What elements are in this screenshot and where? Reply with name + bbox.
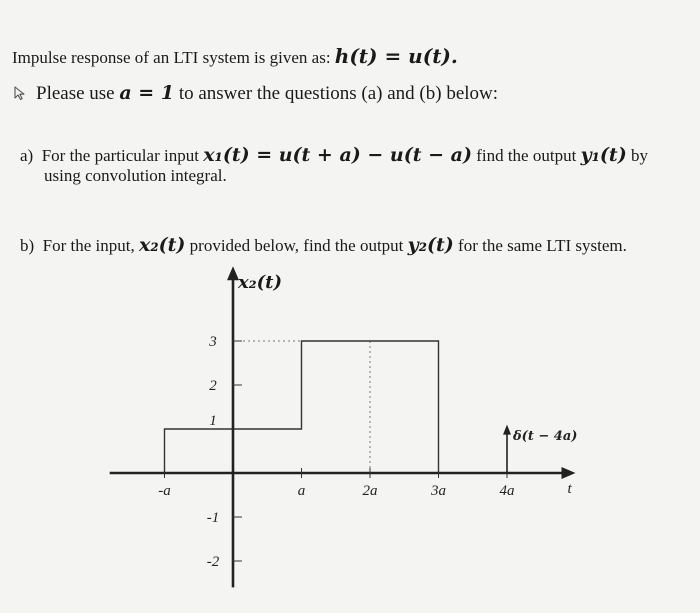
y-tick-label-0: 3 — [209, 334, 217, 350]
impulse-label: δ(t − 4a) — [513, 429, 578, 444]
x-axis-arrow — [562, 467, 576, 479]
question-b-text-1: For the input, — [42, 236, 140, 255]
x-axis-label: t — [567, 481, 572, 497]
impulse-arrow-icon — [503, 425, 511, 435]
question-a-line-2: using convolution integral. — [44, 166, 227, 185]
x-tick-label-0: -a — [158, 483, 171, 499]
y-tick-label-4: -2 — [206, 554, 220, 570]
title-text: Impulse response of an LTI system is given as: — [12, 48, 335, 67]
x-tick-label-4: 4a — [499, 483, 515, 499]
instruction-text-before: Please use — [36, 83, 120, 104]
x-tick-label-3: 3a — [431, 483, 446, 499]
signal-line-0-0 — [165, 341, 439, 473]
y-axis-arrow — [227, 266, 239, 280]
question-a-label: a) — [20, 146, 34, 165]
signal-plot — [165, 341, 439, 473]
output-y1-symbol: y₁(t) — [580, 144, 627, 166]
instruction-text-after: to answer the questions (a) and (b) below: — [174, 83, 499, 104]
input-x2-symbol: x₂(t) — [139, 234, 186, 256]
impulse-response-equation: h(t) = u(t). — [334, 44, 458, 68]
y-tick-label-3: -1 — [206, 510, 220, 526]
question-a-text-1: For the particular input — [41, 146, 204, 165]
x-tick-label-2: 2a — [362, 483, 378, 499]
y-tick-label-2: 1 — [209, 413, 217, 429]
question-b-label: b) — [20, 236, 35, 255]
question-a-text-3: by — [626, 146, 648, 165]
x-tick-label-1: a — [297, 483, 306, 499]
parameter-value: a = 1 — [119, 82, 175, 104]
impulse-delta — [503, 425, 577, 473]
y-tick-label-1: 2 — [209, 378, 217, 394]
graph-title: x₂(t) — [238, 272, 282, 293]
question-a-text-2: find the output — [471, 146, 581, 165]
graph-ticks — [158, 334, 514, 570]
graph-axes — [110, 266, 576, 587]
question-b-text-3: for the same LTI system. — [453, 236, 627, 255]
input-x1-equation: x₁(t) = u(t + a) − u(t − a) — [203, 144, 472, 166]
question-b-text-2: provided below, find the output — [185, 236, 408, 255]
output-y2-symbol: y₂(t) — [407, 234, 454, 256]
